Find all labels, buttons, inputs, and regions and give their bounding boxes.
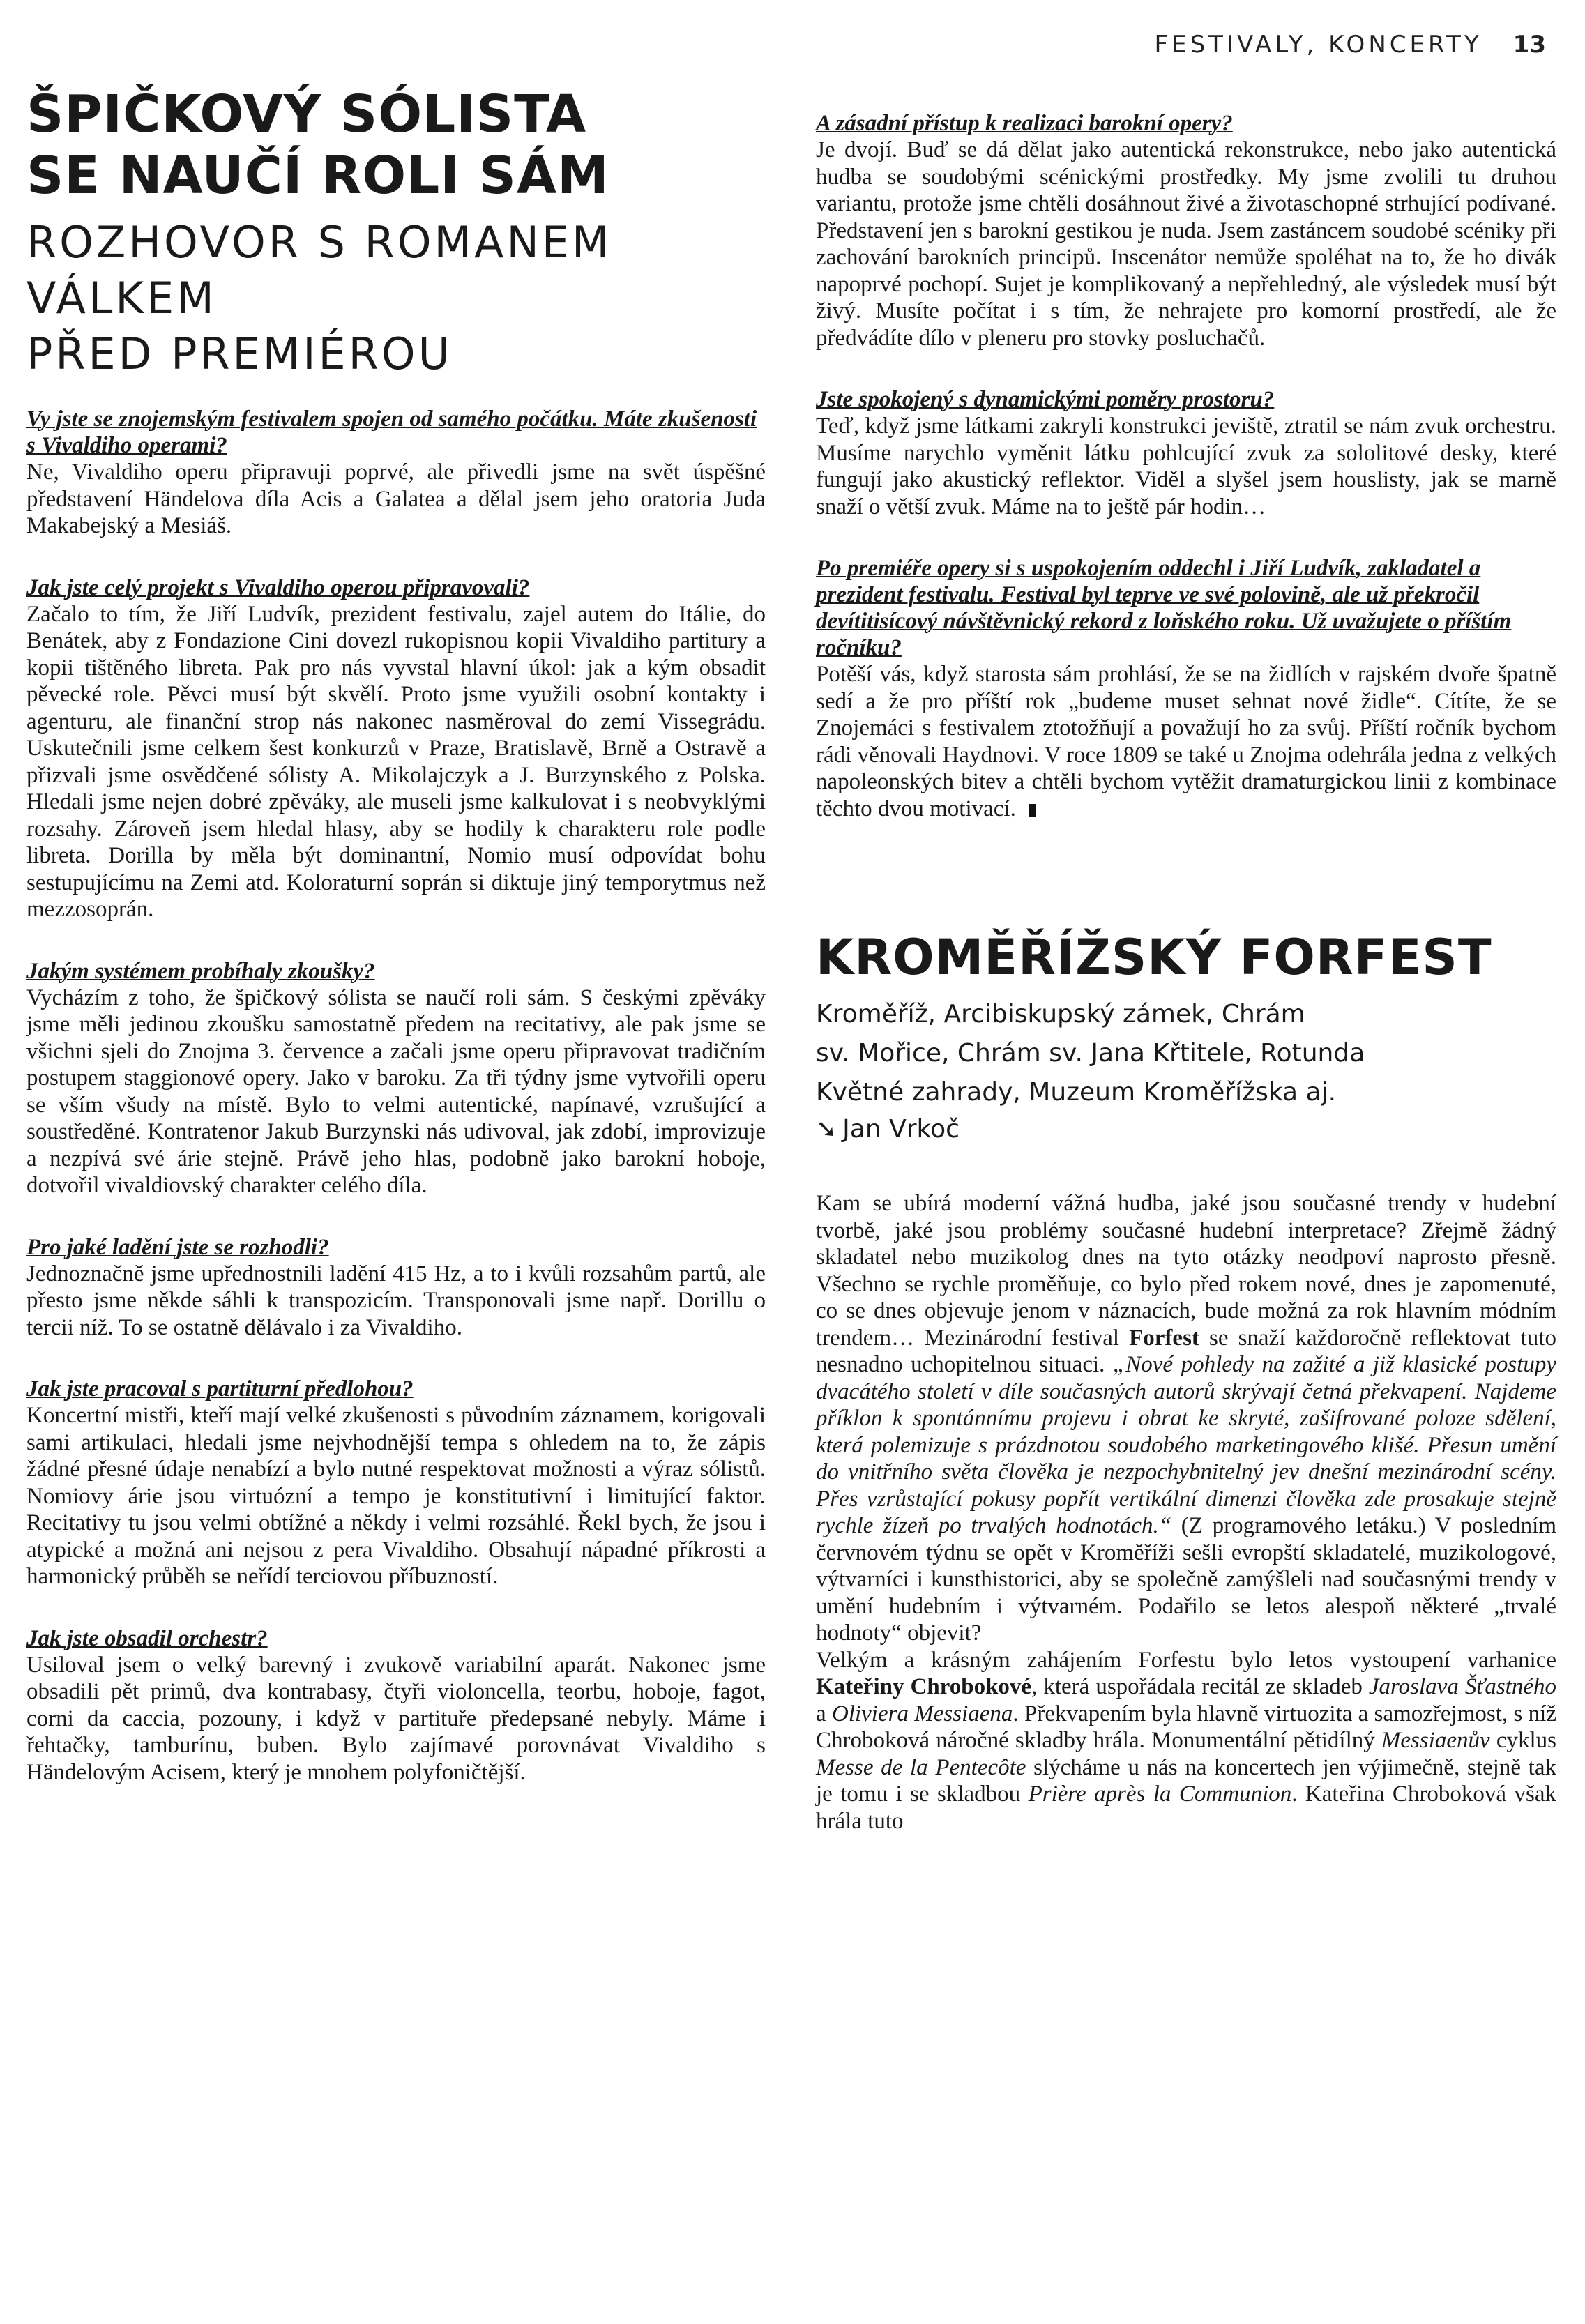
interview-question: Jak jste celý projekt s Vivaldiho operou připravovali?	[26, 575, 530, 600]
interview-question: A zásadní přístup k realizaci barokní opery?	[816, 111, 1233, 136]
text-run: . Překvapením byla hlavně virtuozita a samozřejmost, s níž Chroboková náročné skladby hrála. Monumentální pětidílný	[816, 1701, 1556, 1753]
interview-question: Jakým systémem probíhaly zkoušky?	[26, 958, 375, 984]
interview-question: Pro jaké ladění jste se rozhodli?	[26, 1234, 329, 1260]
end-of-article-mark	[1029, 804, 1036, 817]
text-run: se snaží každoročně reflektovat tuto nesnadno uchopitelnou situaci.	[816, 1325, 1556, 1377]
performer-name: Kateřiny Chrobokové	[816, 1674, 1032, 1699]
qa-item	[816, 110, 1556, 351]
interview-question: Vy jste se znojemským festivalem spojen od samého počátku. Máte zkušenosti s Vivaldiho operami?	[26, 407, 757, 458]
qa-item	[26, 1234, 766, 1342]
composer-name: Oliviera Messiaena	[831, 1701, 1013, 1726]
text-run: cyklus	[1489, 1728, 1556, 1753]
article-paragraph	[816, 1190, 1556, 1647]
article-deck	[26, 215, 766, 382]
text-run: a	[816, 1701, 832, 1726]
interview-answer: Teď, když jsme látkami zakryli konstrukci jeviště, ztratil se nám zvuk orchestru. Musíme narychlo vyměnit látku pohlcující zvuk za sololitové desky, které fungují jako akustický reflektor. Viděl a slyšel jsem houslisty, jak se marně snaží o větší zvuk. Máme na to ještě pár hodin…	[816, 413, 1556, 519]
interview-answer: Jednoznačně jsme upřednostnili ladění 415 Hz, a to i kvůli rozsahům partů, ale přesto jsme někde sáhli k transpozicím. Transponovali jsme např. Dorillu o tercii níž. To se ostatně dělávalo i za Vivaldiho.	[26, 1261, 766, 1340]
qa-item	[26, 406, 766, 540]
answer-text: Potěší vás, když starosta sám prohlásí, že se na židlích v rajském dvoře špatně sedí a že pro příští rok „budeme muset sehnat nové židle“. Cítíte, že se Znojemáci s festivalem ztotožňují a považují ho za svůj. Příští ročník bychom rádi věnovali Haydnovi. V roce 1809 se také u Znojma odehrála jedna z velkých napoleonských bitev a chtěli bychom vytěžit dramaturgickou linii z kombinace těchto dvou motivací.	[816, 662, 1556, 821]
left-column	[26, 84, 766, 1821]
work-title: Messe de la Pentecôte	[816, 1754, 1026, 1780]
page-number: 13	[1512, 31, 1546, 59]
work-title: Prière après la Communion	[1028, 1782, 1292, 1807]
interview-answer: Začalo to tím, že Jiří Ludvík, prezident festivalu, zajel autem do Itálie, do Benátek, aby z Fondazione Cini dovezl rukopisnou kopii Vivaldiho partitury a kopii tištěného libreta. Pak pro nás vyvstal hlavní úkol: jak a kým obsadit pěvecké role. Pěvci musí být skvělí. Proto jsme využili osobní kontakty i agenturu, ale finanční strop nás nakonec nasměroval do zemí Vissegrádu. Uskutečnili jsme celkem šest konkurzů v Praze, Bratislavě, Brně a Ostravě a přizvali jsme osvědčené sólisty A. Mikolajczyk a J. Burzynského z Polska. Hledali jsme nejen dobré zpěváky, ale museli jsme kalkulovat i s neobvyklými rozsahy. Zároveň jsem hledal hlasy, aby se hodily k charakteru role podle libreta. Dorilla by měla být dominantní, Nomio musí odpovídat bohu sestupujícímu na Zemi atd. Koloraturní soprán si diktuje jiný temporytmus než mezzosoprán.	[26, 601, 766, 922]
interview-answer: Usiloval jsem o velký barevný i zvukově variabilní aparát. Nakonec jsme obsadili pět primů, dva kontrabasy, čtyři violoncella, teorbu, hoboje, fagot, corni da caccia, pozouny, i když v partituře předepsané nebyly. Máme i řehtačky, tamburínu, buben. Bylo zajímavé porovnávat Vivaldiho s Händelovým Acisem, který je mnohem polyfoničtější.	[26, 1652, 766, 1785]
qa-item	[816, 386, 1556, 520]
running-head	[849, 31, 1546, 59]
deck-line-1: ROZHOVOR S ROMANEM VÁLKEM	[26, 217, 612, 324]
headline-line-1: ŠPIČKOVÝ SÓLISTA	[26, 84, 587, 144]
qa-item	[26, 958, 766, 1199]
text-run: . Kateřina Chroboková však hrála tuto	[816, 1782, 1556, 1834]
composer-name: Jaroslava Šťastného	[1368, 1674, 1556, 1699]
text-run: slýcháme u nás na koncertech jen výjimečně, stejně tak je tomu i se skladbou	[816, 1754, 1556, 1807]
festival-name: Forfest	[1129, 1325, 1199, 1351]
interview-answer: Koncertní mistři, kteří mají velké zkušenosti s původním záznamem, korigovali sami artikulaci, hledali jsme nejvhodnější tempa s ohledem na to, že zápis žádné přesné údaje nenabízí a bylo nutné respektovat možnosti a výraz sólistů. Nomiovy árie jsou virtuózní a tempo je konstitutivní i limitující faktor. Recitativy tu jsou velmi obtížné a někdy i velmi rozsáhlé. Řekl bych, že jsou i atypické a možná ani nejsou z pera Vivaldiho. Obsahují nápadné příkrosti a harmonický průběh se neřídí terciovou příbuzností.	[26, 1403, 766, 1589]
interview-question: Jak jste pracoval s partiturní předlohou?	[26, 1376, 414, 1402]
headline-line-2: SE NAUČÍ ROLI SÁM	[26, 146, 609, 206]
text-run: Kam se ubírá moderní vážná hudba, jaké jsou současné trendy v hudební tvorbě, jaké jsou problémy současné hudební interpretace? Zřejmě žádný skladatel nebo muzikolog dnes na tyto otázky neodpoví naprosto přesně. Všechno se rychle proměňuje, co bylo před rokem nové, dnes je zapomenuté, co se dnes objevuje jenom v náznacích, bude možná za rok hlavním módním trendem… Mezinárodní festival	[816, 1191, 1556, 1351]
text-run: (Z programového letáku.) V posledním červnovém týdnu se opět v Kroměříži sešli evropští skladatelé, muzikologové, výtvarníci i kunsthistorici, aby se společně zamýšleli nad současnými trendy v umění hudebním i výtvarném. Podařilo se letos alespoň některé „trvalé hodnoty“ objevit?	[816, 1513, 1556, 1646]
program-quote: „Nové pohledy na zažité a již klasické postupy dvacátého století v díle současných autorů skrývají četná překvapení. Najdeme příklon k spontánnímu projevu i obrat ke skryté, zašifrované poloze sdělení, která polemizuje s prázdnotou soudobého marketingového klišé. Přesun umění do vnitřního světa člověka je nezpochybnitelný jev dnešní mezinárodní scény. Přes vzrůstající pokusy popřít vertikální dimenzi člověka zde prosakuje stejně rychle žízeň po trvalých hodnotách.“	[816, 1352, 1557, 1538]
venue-line-2: sv. Mořice, Chrám sv. Jana Křtitele, Rotunda	[816, 1039, 1365, 1068]
section-label: FESTIVALY, KONCERTY	[1154, 31, 1482, 59]
qa-item	[26, 575, 766, 923]
article-headline	[26, 84, 766, 206]
interview-question: Jste spokojený s dynamickými poměry prostoru?	[816, 387, 1275, 412]
qa-item	[816, 555, 1556, 822]
byline-arrow-icon: ➘	[816, 1115, 837, 1144]
author-name: Jan Vrkoč	[842, 1115, 960, 1144]
qa-item	[26, 1625, 766, 1786]
section-separator	[816, 857, 1556, 909]
interview-answer: Ne, Vivaldiho operu připravuji poprvé, ale přivedli jsme na svět úspěšné představení Händelova díla Acis a Galatea a dělal jsem jeho oratoria Juda Makabejský a Mesiáš.	[26, 460, 766, 538]
interview-question: Jak jste obsadil orchestr?	[26, 1625, 268, 1651]
text-run: Velkým a krásným zahájením Forfestu bylo letos vystoupení varhanice	[816, 1647, 1556, 1673]
interview-answer: Vycházím z toho, že špičkový sólista se naučí roli sám. S českými zpěváky jsme měli jedinou zkoušku samostatně předem na recitativy, ale pak jsme se všichni sjeli do Znojma 3. července a začali jsme operu připravovat tradičním postupem staggionové opery. Jako v baroku. Za tři týdny jsme vytvořili operu se vším všudy na místě. Bylo to velmi autentické, napínavé, vzrušující a soustředěné. Kontratenor Jakub Burzynski nás udivoval, jak zdobí, improvizuje a nezpívá své árie stejně. Právě jeho hlas, podobně jako barokní hoboje, dotvořil vivaldiovský charakter celého díla.	[26, 985, 766, 1198]
venue-line-3: Květné zahrady, Muzeum Kroměřížska aj.	[816, 1078, 1337, 1107]
qa-item	[26, 1376, 766, 1590]
author-byline	[816, 1112, 1556, 1147]
festival-title: KROMĚŘÍŽSKÝ FORFEST	[816, 929, 1492, 986]
right-column	[816, 110, 1556, 1835]
work-title: Messiaenův	[1381, 1728, 1490, 1753]
interview-answer: Je dvojí. Buď se dá dělat jako autentická rekonstrukce, nebo jako autentická hudba se soudobými scénickými prostředky. My jsme zvolili tu druhou variantu, protože jsme chtěli dosáhnout živé a životaschopné strhující podívané. Představení jen s barokní gestikou je nuda. Jsem zastáncem soudobé scéniky při zachování barokních principů. Inscenátor nemůže spoléhat na to, že ho divák napoprvé pochopí. Sujet je komplikovaný a nepřehledný, ale výsledek musí být živý. Musíte počítat i s tím, že nehrajete pro komorní prostředí, ale že předvádíte dílo v pleneru pro stovky posluchačů.	[816, 137, 1556, 351]
deck-line-2: PŘED PREMIÉROU	[26, 328, 453, 379]
interview-answer	[816, 661, 1556, 822]
article-paragraph	[816, 1647, 1556, 1835]
venue-line-1: Kroměříž, Arcibiskupský zámek, Chrám	[816, 1000, 1305, 1028]
interview-question: Po premiéře opery si s uspokojením oddechl i Jiří Ludvík, zakladatel a prezident festivalu. Festival byl teprve ve své polovině, ale už překročil devítitisícový návštěvnický rekord z loňského roku. Už uvažujete o příštím ročníku?	[816, 556, 1512, 660]
text-run: , která uspořádala recitál ze skladeb	[1031, 1674, 1369, 1699]
